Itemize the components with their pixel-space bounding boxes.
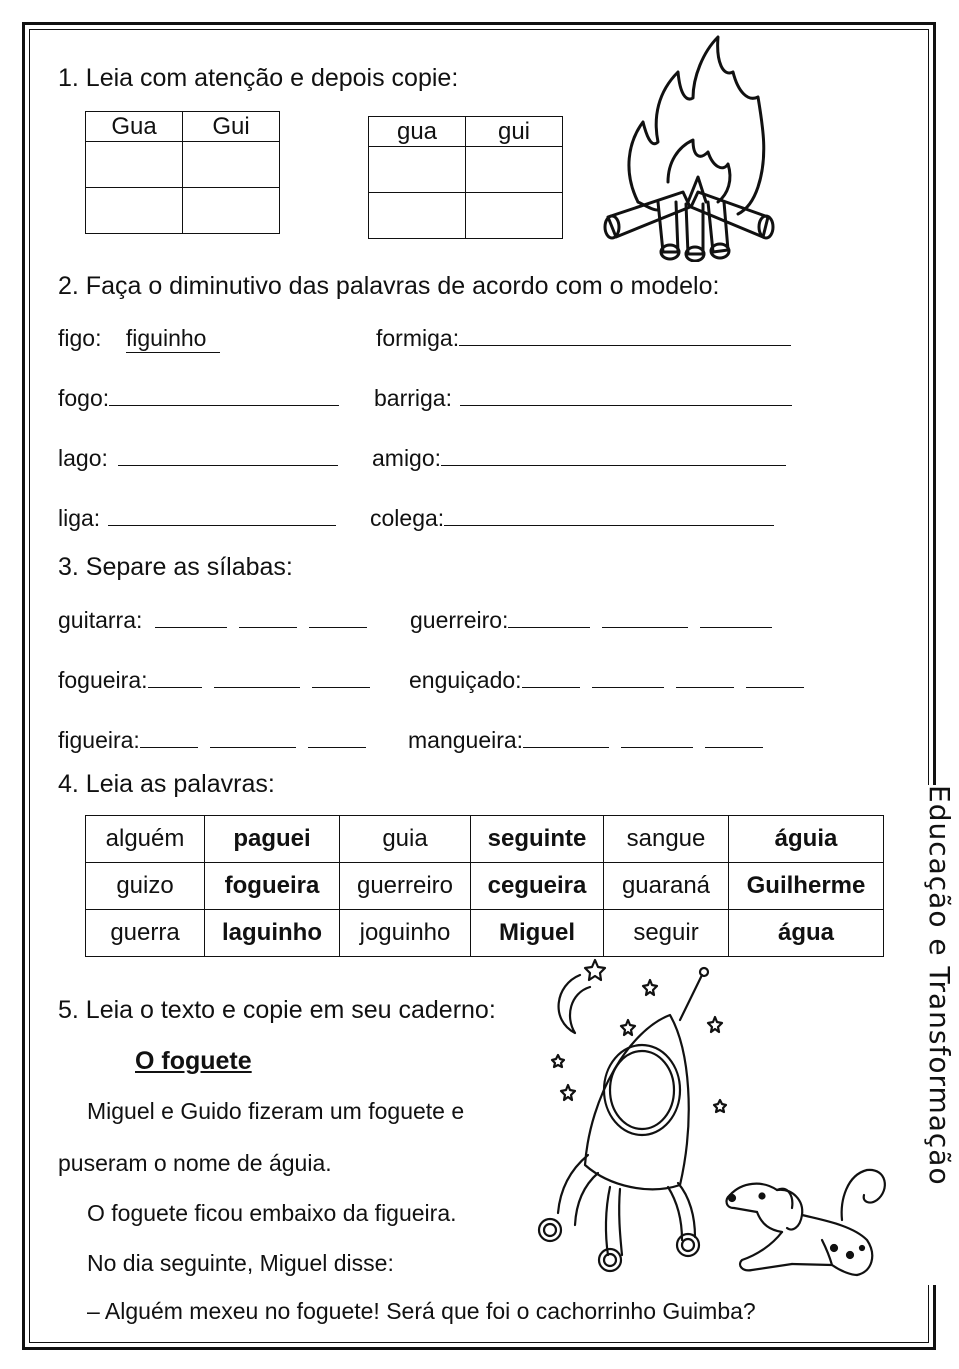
syllable-blank[interactable] bbox=[592, 667, 664, 688]
word-cell: laguinho bbox=[205, 910, 340, 957]
syllable-blank[interactable] bbox=[210, 727, 296, 748]
word-cell: cegueira bbox=[471, 863, 604, 910]
q2-label-liga: liga: bbox=[58, 505, 101, 531]
word-cell: fogueira bbox=[205, 863, 340, 910]
syllable-blank[interactable] bbox=[705, 727, 763, 748]
q3-row-3-left[interactable] bbox=[58, 727, 378, 754]
q3-row-1-left[interactable] bbox=[58, 607, 379, 634]
word-cell: guaraná bbox=[604, 863, 729, 910]
syllable-blank[interactable] bbox=[140, 727, 198, 748]
story-line-1: Miguel e Guido fizeram um foguete e bbox=[87, 1098, 465, 1124]
syllable-blank[interactable] bbox=[214, 667, 300, 688]
star-icon bbox=[561, 1085, 575, 1100]
syllable-blank[interactable] bbox=[676, 667, 734, 688]
answer-line[interactable] bbox=[460, 385, 792, 406]
q3-label-guitarra: guitarra: bbox=[58, 607, 143, 633]
syllable-blank[interactable] bbox=[312, 667, 370, 688]
q2-row-2-right[interactable] bbox=[374, 385, 792, 412]
syllable-blank[interactable] bbox=[602, 607, 688, 628]
q2-row-1-left bbox=[58, 325, 220, 353]
q1-cell[interactable] bbox=[466, 193, 563, 239]
q4-title: 4. Leia as palavras: bbox=[58, 770, 275, 798]
star-icon bbox=[708, 1017, 722, 1032]
q2-title: 2. Faça o diminutivo das palavras de acordo com o modelo: bbox=[58, 272, 720, 300]
word-cell: guia bbox=[340, 816, 471, 863]
q1-title: 1. Leia com atenção e depois copie: bbox=[58, 64, 459, 92]
word-cell: joguinho bbox=[340, 910, 471, 957]
word-cell: águia bbox=[729, 816, 884, 863]
answer-line[interactable] bbox=[441, 445, 786, 466]
q2-label-lago: lago: bbox=[58, 445, 108, 471]
q5-title: 5. Leia o texto e copie em seu caderno: bbox=[58, 996, 496, 1024]
watermark-text: Educação e Transformação bbox=[923, 785, 956, 1186]
star-icon bbox=[585, 960, 605, 980]
word-cell: Miguel bbox=[471, 910, 604, 957]
q1-cell[interactable] bbox=[86, 188, 183, 234]
syllable-blank[interactable] bbox=[522, 667, 580, 688]
q2-row-2-left[interactable] bbox=[58, 385, 339, 412]
word-cell: alguém bbox=[86, 816, 205, 863]
star-icon bbox=[714, 1100, 726, 1112]
q3-label-figueira: figueira: bbox=[58, 727, 140, 753]
q2-row-4-right[interactable] bbox=[370, 505, 774, 532]
answer-line[interactable] bbox=[118, 445, 338, 466]
q2-label-colega: colega: bbox=[370, 505, 445, 531]
word-cell: Guilherme bbox=[729, 863, 884, 910]
q2-label-amigo: amigo: bbox=[372, 445, 442, 471]
q1-cell[interactable] bbox=[183, 142, 280, 188]
q3-label-fogueira: fogueira: bbox=[58, 667, 148, 693]
q3-row-3-right[interactable] bbox=[408, 727, 775, 754]
q2-label-figo: figo: bbox=[58, 325, 102, 351]
story-line-5: – Alguém mexeu no foguete! Será que foi o cachorrinho Guimba? bbox=[87, 1298, 756, 1324]
star-icon bbox=[621, 1020, 635, 1035]
syllable-blank[interactable] bbox=[239, 607, 297, 628]
syllable-blank[interactable] bbox=[523, 727, 609, 748]
syllable-blank[interactable] bbox=[508, 607, 590, 628]
q3-row-2-left[interactable] bbox=[58, 667, 382, 694]
word-cell: seguinte bbox=[471, 816, 604, 863]
q1-cell[interactable] bbox=[369, 147, 466, 193]
q1-cell[interactable] bbox=[86, 142, 183, 188]
q2-row-3-left[interactable] bbox=[58, 445, 338, 472]
q2-row-4-left[interactable] bbox=[58, 505, 336, 532]
word-cell: paguei bbox=[205, 816, 340, 863]
star-icon bbox=[552, 1055, 564, 1067]
q1-cell[interactable] bbox=[183, 188, 280, 234]
q3-label-guerreiro: guerreiro: bbox=[410, 607, 509, 633]
dog-illustration bbox=[722, 1160, 890, 1290]
syllable-blank[interactable] bbox=[700, 607, 772, 628]
rocket-illustration bbox=[520, 955, 750, 1295]
syllable-blank[interactable] bbox=[309, 607, 367, 628]
q2-label-fogo: fogo: bbox=[58, 385, 110, 411]
answer-line[interactable] bbox=[444, 505, 774, 526]
q1-header-gua-lower: gua bbox=[369, 117, 466, 147]
syllable-blank[interactable] bbox=[621, 727, 693, 748]
q2-label-formiga: formiga: bbox=[376, 325, 460, 351]
q1-header-gui-lower: gui bbox=[466, 117, 563, 147]
q3-row-1-right[interactable] bbox=[410, 607, 784, 634]
table-row bbox=[86, 910, 884, 957]
word-cell: guerra bbox=[86, 910, 205, 957]
table-row bbox=[86, 863, 884, 910]
syllable-blank[interactable] bbox=[155, 607, 227, 628]
answer-line[interactable] bbox=[108, 505, 336, 526]
q2-label-barriga: barriga: bbox=[374, 385, 452, 411]
watermark bbox=[918, 785, 958, 1285]
q1-table-lower bbox=[368, 116, 563, 239]
syllable-blank[interactable] bbox=[746, 667, 804, 688]
table-row bbox=[86, 816, 884, 863]
q3-row-2-right[interactable] bbox=[409, 667, 816, 694]
word-cell: sangue bbox=[604, 816, 729, 863]
word-cell: guizo bbox=[86, 863, 205, 910]
word-cell: seguir bbox=[604, 910, 729, 957]
q4-word-table bbox=[85, 815, 884, 957]
q1-header-gui: Gui bbox=[183, 112, 280, 142]
story-line-2: puseram o nome de águia. bbox=[58, 1150, 332, 1176]
q1-header-gua: Gua bbox=[86, 112, 183, 142]
story-line-3: O foguete ficou embaixo da figueira. bbox=[87, 1200, 457, 1226]
word-cell: guerreiro bbox=[340, 863, 471, 910]
syllable-blank[interactable] bbox=[148, 667, 202, 688]
campfire-illustration bbox=[598, 32, 783, 262]
answer-line[interactable] bbox=[459, 325, 791, 346]
answer-line[interactable] bbox=[109, 385, 339, 406]
q3-label-enguicado: enguiçado: bbox=[409, 667, 522, 693]
q3-label-mangueira: mangueira: bbox=[408, 727, 524, 753]
story-line-4: No dia seguinte, Miguel disse: bbox=[87, 1250, 394, 1276]
story-title: O foguete bbox=[135, 1047, 252, 1075]
q2-row-1-right[interactable] bbox=[376, 325, 791, 352]
q1-table-upper bbox=[85, 111, 280, 234]
q1-cell[interactable] bbox=[466, 147, 563, 193]
q2-example-figuinho: figuinho bbox=[126, 325, 221, 353]
q3-title: 3. Separe as sílabas: bbox=[58, 553, 293, 581]
q2-row-3-right[interactable] bbox=[372, 445, 786, 472]
star-icon bbox=[643, 980, 657, 995]
moon-icon bbox=[559, 975, 590, 1033]
syllable-blank[interactable] bbox=[308, 727, 366, 748]
word-cell: água bbox=[729, 910, 884, 957]
q1-cell[interactable] bbox=[369, 193, 466, 239]
